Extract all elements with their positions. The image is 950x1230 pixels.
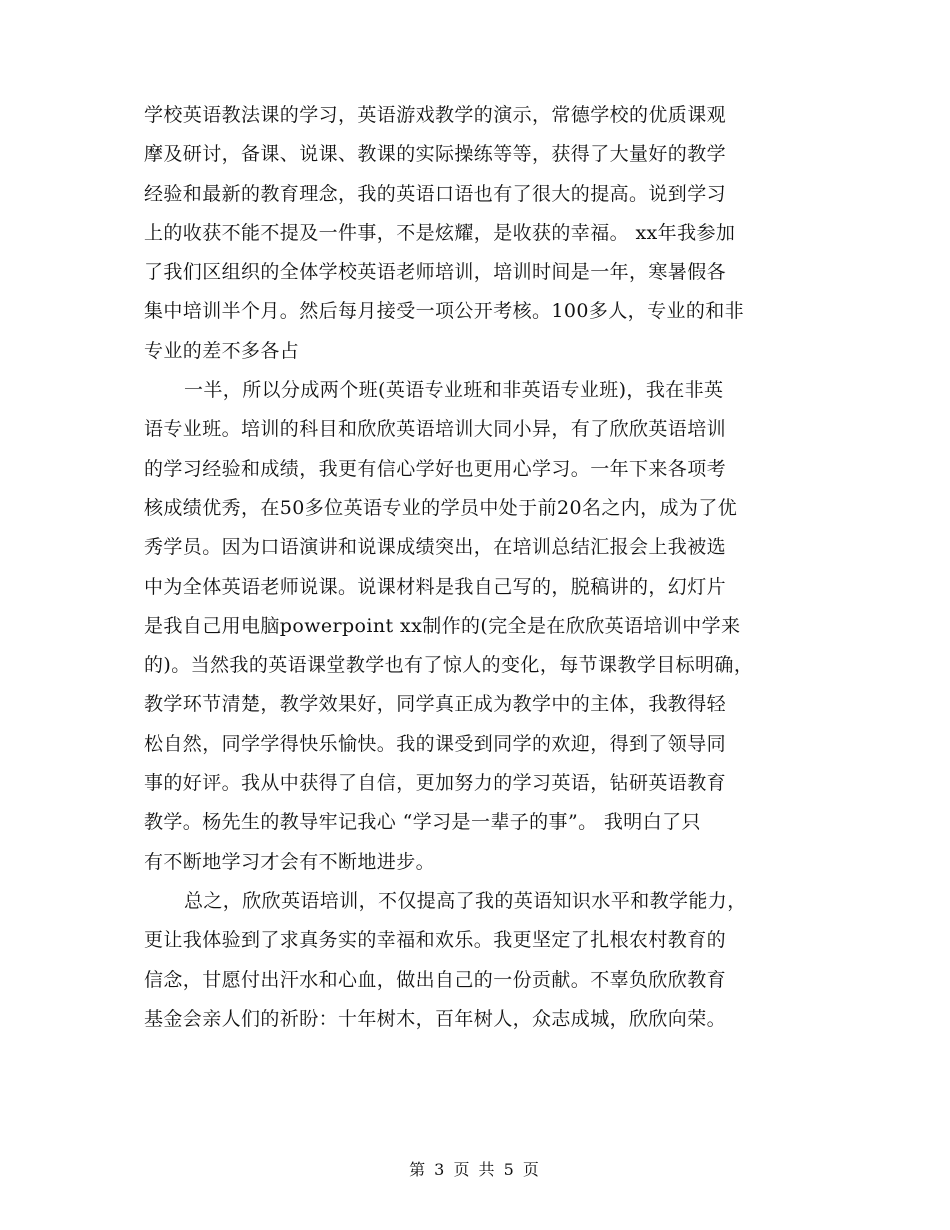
text-line: 事的好评。我从中获得了自信，更加努力的学习英语，钻研英语教育: [144, 772, 727, 795]
text-line: 是我自己用电脑powerpoint xx制作的(完全是在欣欣英语培训中学来: [144, 614, 741, 637]
text-line: 中为全体英语老师说课。说课材料是我自己写的，脱稿讲的，幻灯片: [144, 575, 727, 598]
text-line: 教学。杨先生的教导牢记我心 “学习是一辈子的事”。 我明白了只: [144, 811, 701, 834]
text-line: 秀学员。因为口语演讲和说课成绩突出，在培训总结汇报会上我被选: [144, 536, 727, 559]
paragraph-first-line: 一半，所以分成两个班(英语专业班和非英语专业班)，我在非英: [184, 379, 724, 402]
text-line: 摩及研讨，备课、说课、教课的实际操练等等，获得了大量好的教学: [144, 143, 727, 166]
text-line: 核成绩优秀，在50多位英语专业的学员中处于前20名之内，成为了优: [144, 496, 738, 519]
text-line: 上的收获不能不提及一件事，不是炫耀，是收获的幸福。 xx年我参加: [144, 221, 736, 244]
text-line: 的)。当然我的英语课堂教学也有了惊人的变化，每节课教学目标明确，: [144, 654, 754, 677]
text-line: 基金会亲人们的祈盼：十年树木，百年树人，众志成城，欣欣向荣。: [144, 1007, 727, 1030]
page-number-footer: 第 3 页 共 5 页: [409, 1160, 541, 1179]
text-line: 语专业班。培训的科目和欣欣英语培训大同小异，有了欣欣英语培训: [144, 418, 727, 441]
text-line: 教学环节清楚，教学效果好，同学真正成为教学中的主体，我教得轻: [144, 693, 727, 716]
text-line: 经验和最新的教育理念，我的英语口语也有了很大的提高。说到学习: [144, 182, 727, 205]
text-line: 集中培训半个月。然后每月接受一项公开考核。100多人，专业的和非: [144, 300, 745, 323]
text-line: 专业的差不多各占: [144, 339, 300, 362]
text-line: 信念，甘愿付出汗水和心血，做出自己的一份贡献。不辜负欣欣教育: [144, 968, 727, 991]
text-line: 学校英语教法课的学习，英语游戏教学的演示，常德学校的优质课观: [144, 104, 727, 126]
paragraph-first-line: 总之，欣欣英语培训，不仅提高了我的英语知识水平和教学能力，: [184, 889, 747, 912]
text-line: 的学习经验和成绩，我更有信心学好也更用心学习。一年下来各项考: [144, 457, 727, 480]
text-line: 有不断地学习才会有不断地进步。: [144, 850, 436, 873]
text-line: 更让我体验到了求真务实的幸福和欢乐。我更坚定了扎根农村教育的: [144, 929, 727, 952]
text-line: 松自然，同学学得快乐愉快。我的课受到同学的欢迎，得到了领导同: [144, 732, 727, 755]
text-line: 了我们区组织的全体学校英语老师培训，培训时间是一年，寒暑假各: [144, 261, 727, 284]
body-text: [144, 96, 824, 1039]
